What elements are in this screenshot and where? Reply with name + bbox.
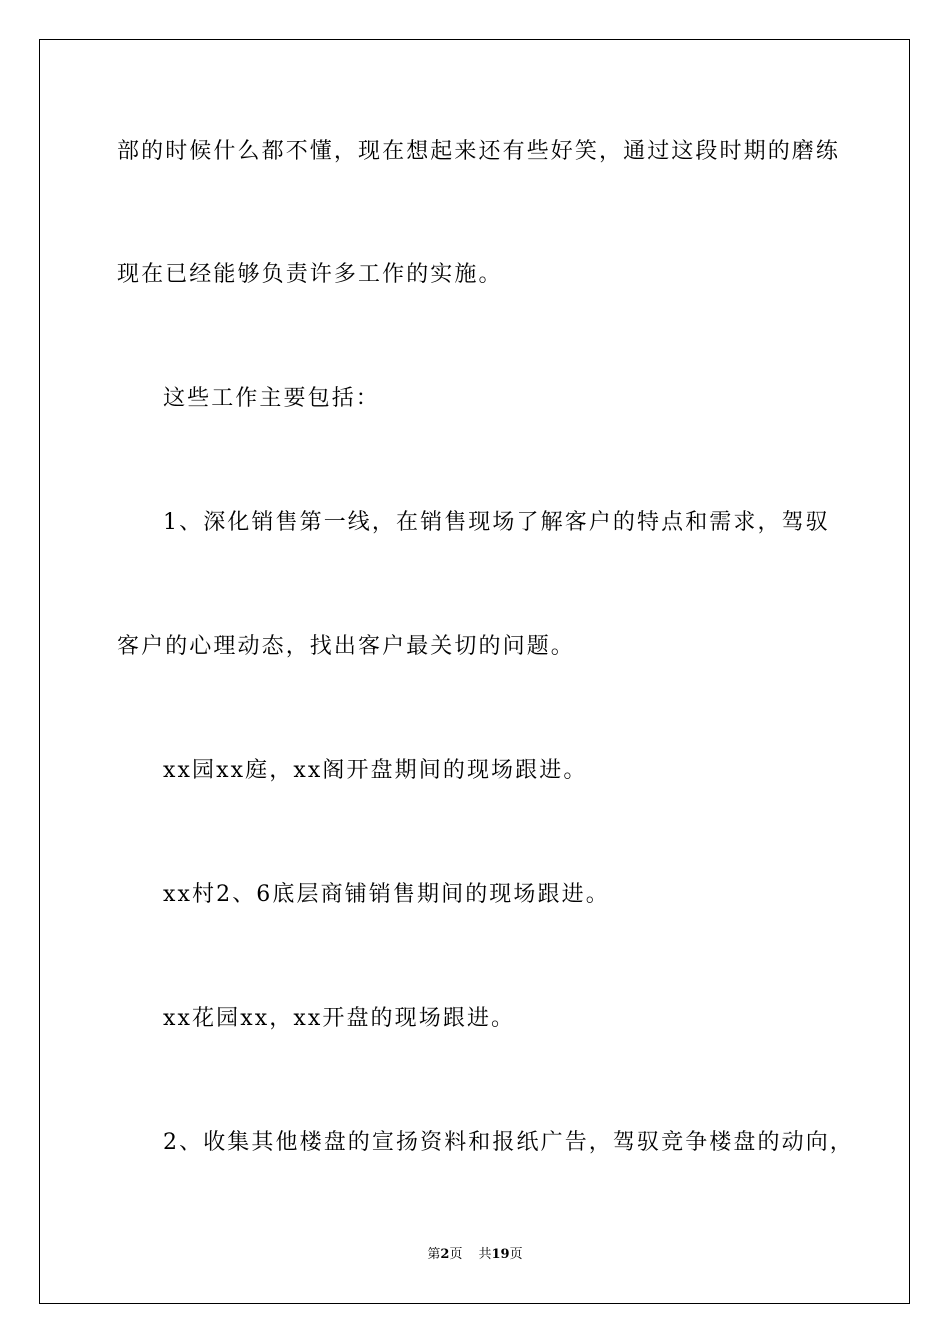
footer-total-prefix: 共 — [478, 1247, 492, 1262]
footer-page-number: 2 — [440, 1247, 450, 1262]
footer-total-pages: 19 — [491, 1247, 510, 1262]
body-line-5: 客户的心理动态，找出客户最关切的问题。 — [117, 634, 575, 659]
page-border — [39, 39, 910, 1304]
body-line-6: xx园xx庭，xx阁开盘期间的现场跟进。 — [163, 758, 588, 783]
body-line-9: 2、收集其他楼盘的宣扬资料和报纸广告，驾驭竞争楼盘的动向， — [163, 1130, 854, 1155]
body-line-1: 部的时候什么都不懂，现在想起来还有些好笑，通过这段时期的磨练 — [117, 139, 841, 164]
footer-total-suffix: 页 — [509, 1247, 523, 1262]
body-line-4: 1、深化销售第一线，在销售现场了解客户的特点和需求，驾驭 — [163, 510, 830, 535]
footer-page-prefix: 第 — [427, 1247, 441, 1262]
body-line-3: 这些工作主要包括： — [163, 386, 380, 411]
body-line-7: xx村2、6底层商铺销售期间的现场跟进。 — [163, 882, 610, 907]
body-line-2: 现在已经能够负责许多工作的实施。 — [117, 262, 503, 287]
body-line-8: xx花园xx，xx开盘的现场跟进。 — [163, 1006, 516, 1031]
page-footer — [0, 1247, 950, 1263]
footer-page-suffix: 页 — [449, 1247, 463, 1262]
